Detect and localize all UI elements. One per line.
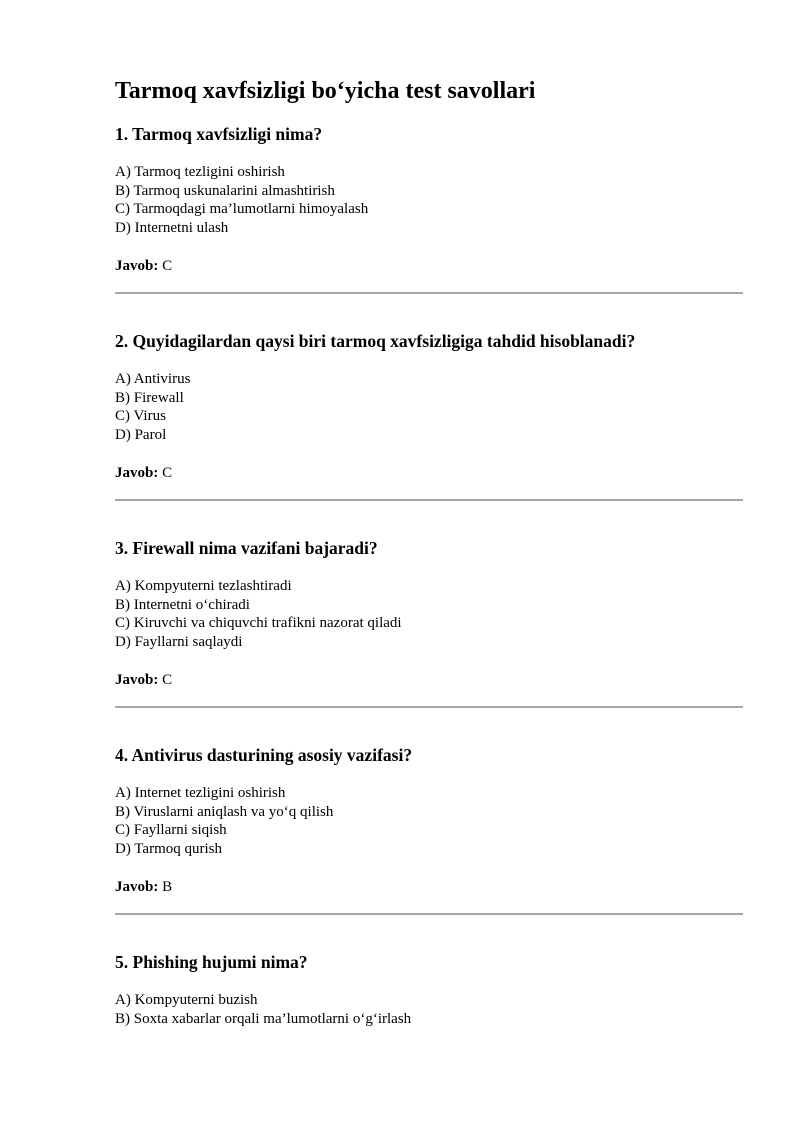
- divider: [115, 913, 743, 915]
- answer-label: Javob:: [115, 465, 159, 481]
- question-4: [115, 744, 743, 895]
- option-d: D) Fayllarni saqlaydi: [115, 634, 243, 651]
- option-a: A) Kompyuterni buzish: [115, 992, 258, 1008]
- option-c: C) Fayllarni siqish: [115, 822, 227, 839]
- document-title: Tarmoq xavfsizligi bo‘yicha test savollari: [115, 78, 536, 104]
- answer-line: [115, 671, 172, 689]
- option-d: D) Internetni ulash: [115, 220, 229, 237]
- option-c: C) Tarmoqdagi ma’lumotlarni himoyalash: [115, 201, 369, 218]
- question-heading: 3. Firewall nima vazifani bajaradi?: [115, 538, 378, 558]
- option-d: D) Parol: [115, 427, 167, 444]
- options-list: [115, 784, 333, 859]
- option-b: B) Tarmoq uskunalarini almashtirish: [115, 182, 335, 199]
- answer-label: Javob:: [115, 672, 159, 688]
- option-b: B) Soxta xabarlar orqali ma’lumotlarni o‘g‘irlash: [115, 1010, 412, 1027]
- option-a: A) Kompyuterni tezlashtiradi: [115, 578, 292, 594]
- option-b: B) Viruslarni aniqlash va yo‘q qilish: [115, 803, 334, 820]
- question-heading: 2. Quyidagilardan qaysi biri tarmoq xavfsizligiga tahdid hisoblanadi?: [115, 331, 636, 351]
- question-3: [115, 537, 743, 688]
- answer-value: C: [162, 258, 173, 274]
- options-list: [115, 163, 368, 238]
- answer-label: Javob:: [115, 879, 159, 895]
- option-b: B) Internetni o‘chiradi: [115, 596, 250, 613]
- option-a: A) Internet tezligini oshirish: [115, 785, 286, 801]
- answer-line: [115, 878, 172, 896]
- question-heading: 5. Phishing hujumi nima?: [115, 952, 308, 972]
- option-a: A) Tarmoq tezligini oshirish: [115, 164, 285, 180]
- divider: [115, 499, 743, 501]
- answer-label: Javob:: [115, 258, 159, 274]
- answer-value: C: [162, 465, 173, 481]
- question-heading: 4. Antivirus dasturining asosiy vazifasi?: [115, 745, 413, 765]
- options-list: [115, 991, 411, 1028]
- divider: [115, 292, 743, 294]
- question-heading: 1. Tarmoq xavfsizligi nima?: [115, 124, 323, 144]
- answer-line: [115, 257, 172, 275]
- question-2: [115, 330, 743, 481]
- option-a: A) Antivirus: [115, 371, 191, 387]
- option-c: C) Kiruvchi va chiquvchi trafikni nazorat qiladi: [115, 615, 402, 632]
- question-5: [115, 951, 743, 1027]
- option-c: C) Virus: [115, 408, 166, 425]
- answer-value: B: [162, 879, 173, 895]
- question-1: [115, 123, 743, 274]
- option-b: B) Firewall: [115, 389, 184, 406]
- divider: [115, 706, 743, 708]
- option-d: D) Tarmoq qurish: [115, 841, 222, 858]
- options-list: [115, 370, 190, 445]
- answer-line: [115, 464, 172, 482]
- answer-value: C: [162, 672, 173, 688]
- options-list: [115, 577, 402, 652]
